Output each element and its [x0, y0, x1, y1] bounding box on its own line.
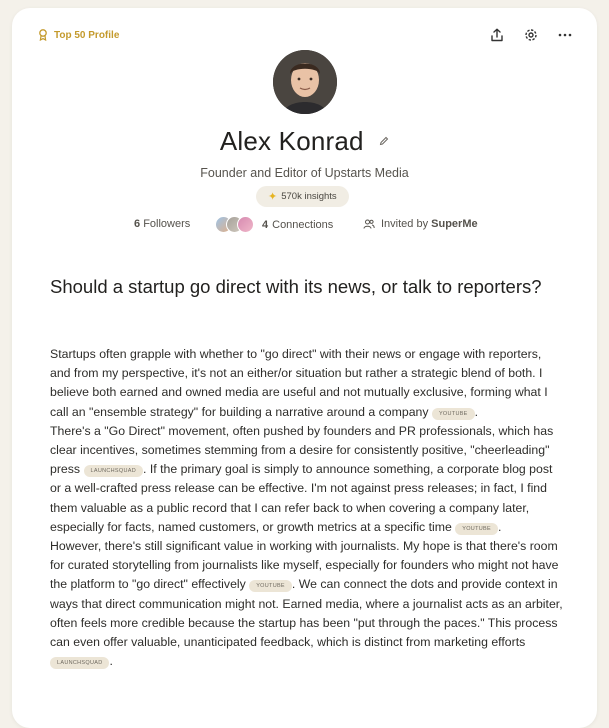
- connections-count: 4: [262, 218, 269, 231]
- invited-prefix: Invited by: [381, 218, 429, 230]
- profile-subtitle: Founder and Editor of Upstarts Media: [200, 166, 409, 180]
- article-body: [50, 345, 565, 671]
- connection-avatars: [215, 216, 254, 233]
- profile-photo: [273, 50, 337, 114]
- profile-card: [12, 8, 597, 728]
- top-profile-badge[interactable]: [38, 29, 119, 41]
- paragraph-text: . We can connect the dots and provide context in ways that direct communication might not. Earned media, where a journalist acts as an arbiter, often feels more credible because the startup has been "put through the paces." This process can even offer valuable, unanticipated feedback, which is distinct from marketing efforts: [50, 577, 563, 650]
- sparkle-icon: ✦: [268, 191, 278, 203]
- source-tag[interactable]: LAUNCHSQUAD: [84, 465, 143, 477]
- more-icon: [558, 28, 572, 42]
- top-actions: [489, 27, 573, 43]
- invited-by[interactable]: [363, 218, 478, 230]
- article-paragraph: [50, 537, 565, 671]
- source-tag[interactable]: YOUTUBE: [455, 523, 498, 535]
- ribbon-icon: [38, 29, 48, 41]
- people-icon: [363, 218, 375, 230]
- gear-icon: [524, 28, 538, 42]
- insights-count: 570k insights: [281, 191, 337, 202]
- share-icon: [490, 28, 504, 42]
- avatar[interactable]: [273, 50, 337, 114]
- paragraph-end: .: [497, 519, 502, 534]
- paragraph-end: .: [474, 404, 479, 419]
- connections-stat[interactable]: [215, 216, 333, 233]
- source-tag[interactable]: LAUNCHSQUAD: [50, 657, 109, 669]
- paragraph-text: . If the primary goal is simply to announce something, a corporate blog post or a well-crafted press release can be effective. I'm not against press releases; in fact, I find them valuable as a public record that I can refer back to when covering a company later, especially for facts, named customers, or growth metrics at a specific time: [50, 462, 553, 534]
- followers-count: 6: [134, 218, 141, 230]
- share-button[interactable]: [489, 27, 505, 43]
- invited-by-name[interactable]: SuperMe: [431, 218, 478, 230]
- connections-label: Connections: [272, 218, 334, 231]
- source-tag[interactable]: YOUTUBE: [432, 408, 475, 420]
- paragraph-text: However, there's still significant value in working with journalists. My hope is that there's room for curated storytelling from journalists like myself, especially for founders who might not have the platform to "go direct" effectively: [50, 539, 559, 592]
- top-profile-label: Top 50 Profile: [54, 29, 120, 41]
- pencil-icon[interactable]: [379, 136, 389, 146]
- followers-label: Followers: [143, 218, 191, 230]
- settings-button[interactable]: [523, 27, 539, 43]
- profile-name-row: [12, 126, 597, 157]
- paragraph-end: .: [109, 654, 113, 669]
- followers-stat[interactable]: [134, 218, 190, 230]
- article-title: Should a startup go direct with its news, or talk to reporters?: [50, 276, 542, 297]
- paragraph-text: Startups often grapple with whether to "go direct" with their news or engage with reporters, and from my perspective, it's not an either/or situation but rather a strategic blend of both. I believe both earned and owned media are useful and not mutually exclusive, forming what I call an "ensemble strategy" for building a narrative around a company: [50, 347, 548, 419]
- article-paragraph: [50, 345, 565, 422]
- connection-avatar: [237, 216, 254, 233]
- profile-name: Alex Konrad: [219, 126, 364, 156]
- insights-badge[interactable]: [256, 186, 349, 207]
- article-paragraph: [50, 422, 565, 537]
- paragraph-text: There's a "Go Direct" movement, often pushed by founders and PR professionals, which has clear incentives, sometimes stemming from a desire for consistently positive, "cheerleading" press: [50, 423, 554, 477]
- more-button[interactable]: [557, 27, 573, 43]
- source-tag[interactable]: YOUTUBE: [249, 580, 292, 592]
